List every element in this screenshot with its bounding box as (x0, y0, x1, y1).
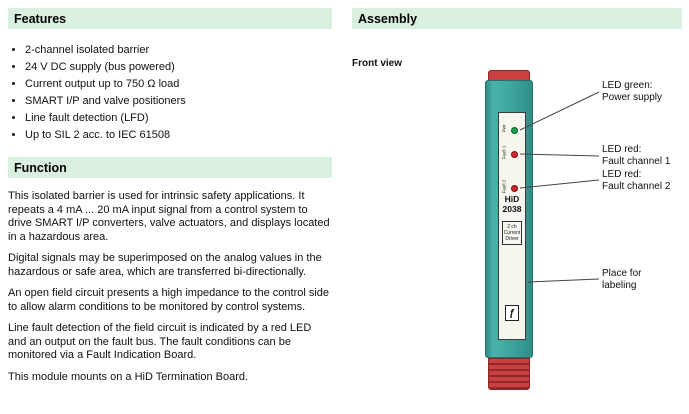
device-type-box (502, 221, 522, 245)
device-label-area (498, 112, 526, 340)
fault1-led-icon (511, 151, 518, 158)
device-bottom-cap (488, 358, 530, 390)
device-type-line: Driver (505, 236, 519, 242)
function-paragraph: An open field circuit presents a high impedance to the control side to allow alarm conditions to be monitored by control systems. (8, 287, 330, 313)
callout-text: Fault channel 1 (602, 156, 671, 167)
callout-place-for-labeling (602, 268, 688, 292)
feature-item: • Line fault detection (LFD) (25, 110, 332, 127)
assembly-heading: Assembly (352, 8, 682, 29)
fault2-led-icon (511, 185, 518, 192)
callout-text: Power supply (602, 92, 663, 103)
feature-item: • SMART I/P and valve positioners (25, 93, 332, 110)
function-text (8, 190, 332, 384)
front-view-label: Front view (352, 58, 403, 69)
feature-item: • 2-channel isolated barrier (25, 42, 332, 59)
callout-text: Place for (602, 268, 642, 279)
power-led-icon (511, 127, 518, 134)
function-paragraph: Digital signals may be superimposed on the analog values in the hazardous or safe area, which are transferred bi-directionally. (8, 252, 322, 278)
pf-logo-icon: ƒ (505, 305, 519, 321)
led-fault2-label: Fault 2 (501, 179, 507, 194)
function-paragraph: This isolated barrier is used for intrinsic safety applications. It repeats a 4 mA ... 20 mA input signal from a control system to drive SMART I/P converters, valve actuators, and displays located in a hazardous area. (8, 190, 330, 243)
callout-text: LED red: (602, 169, 642, 180)
callout-text: LED green: (602, 80, 653, 91)
device-drawing (485, 70, 533, 390)
feature-item: • Current output up to 750 Ω load (25, 76, 332, 93)
function-paragraph: Line fault detection of the field circuit is indicated by a red LED and an output on the fault bus. The fault conditions can be monitored via a Fault Indication Board. (8, 322, 312, 361)
led-pwr-label: Pwr (501, 124, 507, 133)
function-heading: Function (8, 157, 332, 178)
left-column (8, 8, 332, 392)
assembly-figure (352, 30, 689, 414)
callout-text: LED red: (602, 144, 642, 155)
feature-item: • Up to SIL 2 acc. to IEC 61508 (25, 127, 332, 144)
callout-line (528, 279, 599, 282)
led-fault1-label: Fault 1 (501, 145, 507, 160)
function-paragraph: This module mounts on a HiD Termination Board. (8, 370, 249, 383)
feature-item: • 24 V DC supply (bus powered) (25, 59, 332, 76)
device-model-line1: HiD (504, 194, 520, 204)
callout-text: Fault channel 2 (602, 181, 671, 192)
features-list (25, 42, 332, 144)
features-heading: Features (8, 8, 332, 29)
device-model (499, 195, 525, 214)
device-model-line2: 2038 (502, 203, 522, 214)
callout-text: labeling (602, 280, 637, 291)
device-type-line: 2 ch (507, 224, 517, 230)
callout-led-red-1 (602, 144, 688, 168)
callout-led-red-2 (602, 169, 688, 193)
callout-led-green (602, 80, 688, 104)
device-type-line: Current (503, 230, 521, 236)
